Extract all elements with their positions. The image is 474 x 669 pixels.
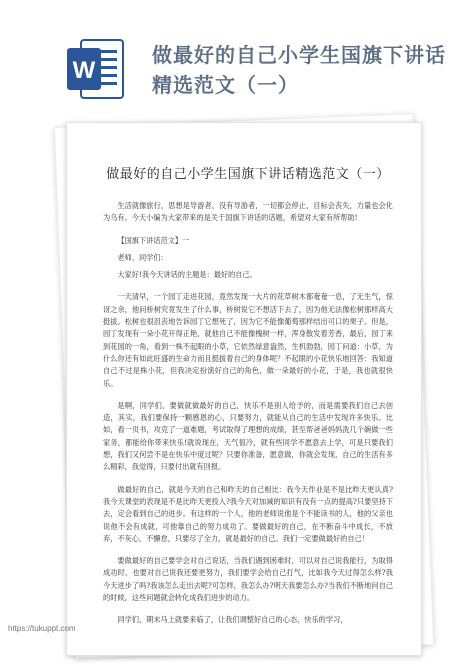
page-title: 做最好的自己小学生国旗下讲话精选范文（一） xyxy=(152,43,446,97)
document-paragraph: 生活就像旅行，思想是导游者，没有导游者，一切都会停止，目标会丧失，力量也会化为乌有。今天小编为大家带来的是关于国旗下讲话的话题，希望对大家有所帮助! xyxy=(103,201,393,223)
source-url: https://tukuppt.com xyxy=(8,624,76,633)
document-paragraph: 做最好的自己，就是今天的自己和昨天的自己相比：我今天作业是不是比昨天更认真?我今天课堂的表现是不是比昨天更投入?我今天对加减的知识有没有一点的提高?只要坚持下去，定会看到自己的进步。有这样的一个人，他的老师说他是个不能读书的人，他的父亲也说他不会有成就，可他靠自己的努力成功了。要做最好的自己，在不断奋斗中成长，不放弃，不灰心，不懈怠，只要尽了全力，就是最好的自己。我们一定要做最好的自己！ xyxy=(103,484,393,543)
document-paragraph: 【国旗下讲话范文】一 xyxy=(117,235,190,245)
document-paragraph: 一天清早，一个园丁走进花园，竟然发现一大片的花草树木都奄奄一息，了无生气，惊讶之余，他问桥树究竟发生了什么事，桥树说它不想活下去了，因为他无法像松树那样高大挺拔。松树也很沮丧地告诉园丁它想死了，因为它不能像葡萄那样结出可口的果子。但是，园丁发现有一朵小花开得正艳，就他自己不能像槐树一样，浑身散发着芳香，最后，园丁来到花园的一角，看到一株不起眼的小草，它依然绿意盎然，生机勃勃，园丁问道：小草，为什么你还有如此旺盛的生命力而且挺拔着自己的身体呢？不起眼的小花快乐地回答：我知道自己不过是株小花，但我决定扮演好自己的角色，做一朵最好的小花，于是，我也就很快乐。 xyxy=(103,292,393,388)
document-content xyxy=(103,163,393,627)
document-paragraph: 是啊，同学们，要做就做最好的自己，快乐不是别人给予的，而是需要我们自己去创造，其实，我们要保持一颗感恩的心，只要努力，就能从自己的生活中发现许多快乐。比如，看一页书，攻克了一道难题，考试取得了理想的成绩，甚至帮爸爸妈妈洗几个碗做一些家务，都能给你带来快乐!就说现在，天气很冷，就有些同学不愿意去上学，可是只要我们想，我们又何尝不是在快乐中度过呢？只要你准备，愿意做，你就会发现，自己的生活有多么精彩，我觉得，只要付出就有回报。 xyxy=(103,400,393,472)
document-paragraph: 老师、同学们： xyxy=(117,252,168,262)
document-paragraph: 同学们，期末马上就要来临了，让我们调整好自己的心态，快乐的学习， xyxy=(117,615,348,625)
svg-text:W: W xyxy=(72,57,96,84)
word-document-icon xyxy=(67,38,125,100)
document-paragraph: 要做最好的自己要学会对自己说话，当我们遇到困难时，可以对自己说我能行，为取得成功时，也要对自己说我还要更努力，我们要学会给自己打气，比如我今天过得怎么样?我今天进步了吗?我该怎么走出去呢?可怎样，我怎么办?明天我要怎么办?当我们不断地问自己的时候，这些问题就会转化成我们进步的动力。 xyxy=(103,556,393,603)
document-paragraph: 大家好!我今天讲话的主题是：最好的自己。 xyxy=(117,270,257,280)
document-page xyxy=(66,122,422,656)
document-title: 做最好的自己小学生国旗下讲话精选范文（一） xyxy=(106,167,390,182)
header xyxy=(0,0,474,128)
